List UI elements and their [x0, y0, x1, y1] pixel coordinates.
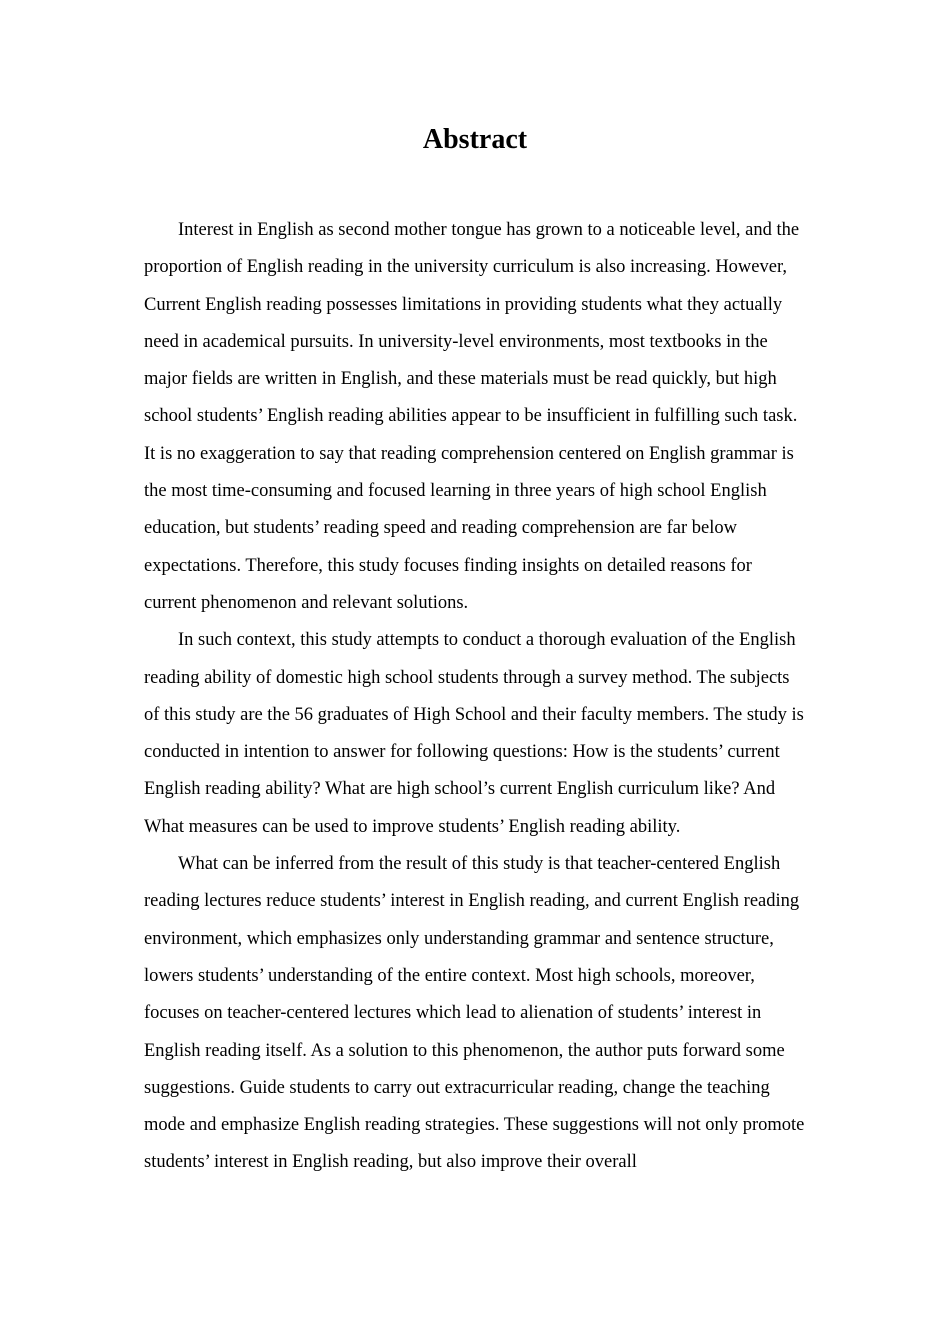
abstract-paragraph-3: What can be inferred from the result of this study is that teacher-centered English reading lectures reduce students’ interest in English reading, and current English reading environment, which emphasizes only understanding grammar and sentence structure, lowers students’ understanding of the entire context. Most high schools, moreover, focuses on teacher-centered lectures which lead to alienation of students’ interest in English reading itself. As a solution to this phenomenon, the author puts forward some suggestions. Guide students to carry out extracurricular reading, change the teaching mode and emphasize English reading strategies. These suggestions will not only promote students’ interest in English reading, but also improve their overall: [144, 854, 805, 1173]
page-title: Abstract: [422, 124, 528, 155]
abstract-body: [144, 212, 808, 1182]
abstract-paragraph-2: In such context, this study attempts to conduct a thorough evaluation of the English reading ability of domestic high school students through a survey method. The subjects of this study are the 56 graduates of High School and their faculty members. The study is conducted in intention to answer for following questions: How is the students’ current English reading ability? What are high school’s current English curriculum like? And What measures can be used to improve students’ English reading ability.: [144, 630, 804, 837]
abstract-paragraph-1: Interest in English as second mother tongue has grown to a noticeable level, and the proportion of English reading in the university curriculum is also increasing. However, Current English reading possesses limitations in providing students what they actually need in academical pursuits. In university-level environments, most textbooks in the major fields are written in English, and these materials must be read quickly, but high school students’ English reading abilities appear to be insufficient in fulfilling such task. It is no exaggeration to say that reading comprehension centered on English grammar is the most time-consuming and focused learning in three years of high school English education, but students’ reading speed and reading comprehension are far below expectations. Therefore, this study focuses finding insights on detailed reasons for current phenomenon and relevant solutions.: [144, 220, 800, 613]
